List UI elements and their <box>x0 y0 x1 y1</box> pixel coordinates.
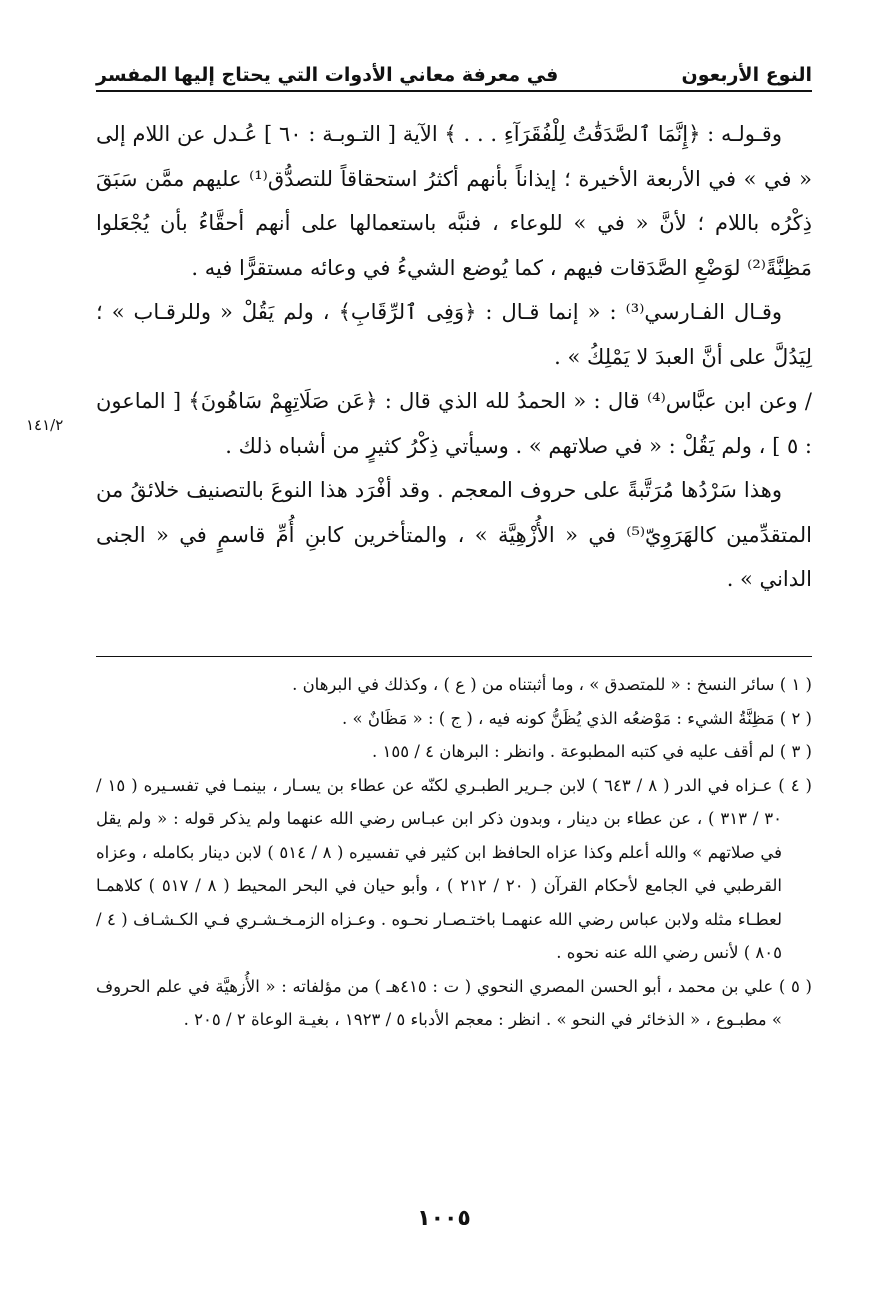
footnote-5: ( ٥ ) علي بن محمد ، أبو الحسن المصري النحوي ( ت : ٤١٥هـ ) من مؤلفاته : « الأُزهيَّة في علم الحروف » مطبـوع ، « الذخائر في النحو » . انظر : معجم الأدباء ٥ / ١٩٢٣ ، بغيـة الوعاة ٢ / ٢٠٥ . <box>96 976 812 1029</box>
footnote-4: ( ٤ ) عـزاه في الدر ( ٨ / ٦٤٣ ) لابن جـرير الطبـري لكنّه عن عطاء بن يسـار ، بينمـا في تفسـيره ( ١٥ / ٣٠ / ٣١٣ ) ، عن عطاء بن دينار ، وبدون ذكر ابن عبـاس رضي الله عنهما ولم يذكر قوله : « ولم يقل في صلاتهم » والله أعلم وكذا عزاه الحافظ ابن كثير في تفسيره ( ٨ / ٥١٤ ) لابن دينار بكامله ، وعزاه القرطبي في الجامع لأحكام القرآن ( ٢٠ / ٢١٢ ) ، وأبو حيان في البحر المحيط ( ٨ / ٥١٧ ) كلاهمـا لعطـاء مثله ولابن عباس رضي الله عنهمـا باختـصـار نحـوه . وعـزاه الزمـخـشـري فـي الكـشـاف ( ٤ / ٨٠٥ ) لأنس رضي الله عنه نحوه . <box>96 775 812 962</box>
page-number: ١٠٠٥ <box>417 1206 471 1231</box>
footnote-1: ( ١ ) سائر النسخ : « للمتصدق » ، وما أثبتناه من ( ع ) ، وكذلك في البرهان . <box>292 675 812 694</box>
main-text <box>96 112 812 602</box>
footnote-separator <box>96 656 812 657</box>
footnote-3: ( ٣ ) لم أقف عليه في كتبه المطبوعة . وانظر : البرهان ٤ / ١٥٥ . <box>372 742 812 761</box>
paragraph-listing-intro: وهذا سَرْدُها مُرَتَّبةً على حروف المعجم . وقد أفْرَد هذا النوعَ بالتصنيف خلائقُ من المتقدِّمين كالهَرَوِيّ⁽⁵⁾ في « الأُزْهِيَّة » ، والمتأخرين كابنِ أُمِّ قاسمٍ في « الجنى الداني » . <box>96 478 812 591</box>
margin-volume-page-reference: ١٤١/٢ <box>26 416 64 434</box>
header-section-title: في معرفة معاني الأدوات التي يحتاج إليها المفسر <box>96 64 559 86</box>
footnotes <box>96 668 812 1037</box>
footnote-2: ( ٢ ) مَظِنَّةُ الشيء : مَوْضعُه الذي يُظَنُّ كونه فيه ، ( ج ) : « مَظَانٌ » . <box>342 708 812 728</box>
paragraph-ibn-abbas: / وعن ابن عبَّاس⁽⁴⁾ قال : « الحمدُ لله الذي قال : ﴿عَن صَلَاتِهِمْ سَاهُونَ﴾ [ الماعون : ٥ ] ، ولم يَقُلْ : « في صلاتهم » . وسيأتي ذِكْرُ كثيرٍ من أشباه ذلك . <box>96 389 812 458</box>
running-header <box>96 46 812 92</box>
header-chapter-title: النوع الأربعون <box>681 64 812 86</box>
paragraph-farisi-quote: وقـال الفـارسي⁽³⁾ : « إنما قـال : ﴿وَفِى ٱلرِّقَابِ﴾ ، ولم يَقُلْ « وللرقـاب » ؛ لِيَدُلَّ على أنَّ العبدَ لا يَمْلِكُ » . <box>96 300 812 369</box>
paragraph-sadaqat-verse: وقـولـه : ﴿إِنَّمَا ٱلصَّدَقَٰتُ لِلْفُقَرَآءِ . . . ﴾ الآية [ التـوبـة : ٦٠ ] عُـدل عن اللام إلى « في » في الأربعة الأخيرة ؛ إيذاناً بأنهم أكثرُ استحقاقاً للتصدُّق⁽¹⁾ عليهم ممَّن سَبَقَ ذِكْرُه باللام ؛ لأنَّ « في » للوعاء ، فنبَّه باستعمالها على أنهم أحقَّاءُ بأن يُجْعَلوا مَظِنَّةً⁽²⁾ لوَضْعِ الصَّدَقات فيهم ، كما يُوضع الشيءُ في وعائه مستقرًّا فيه . <box>96 122 812 280</box>
